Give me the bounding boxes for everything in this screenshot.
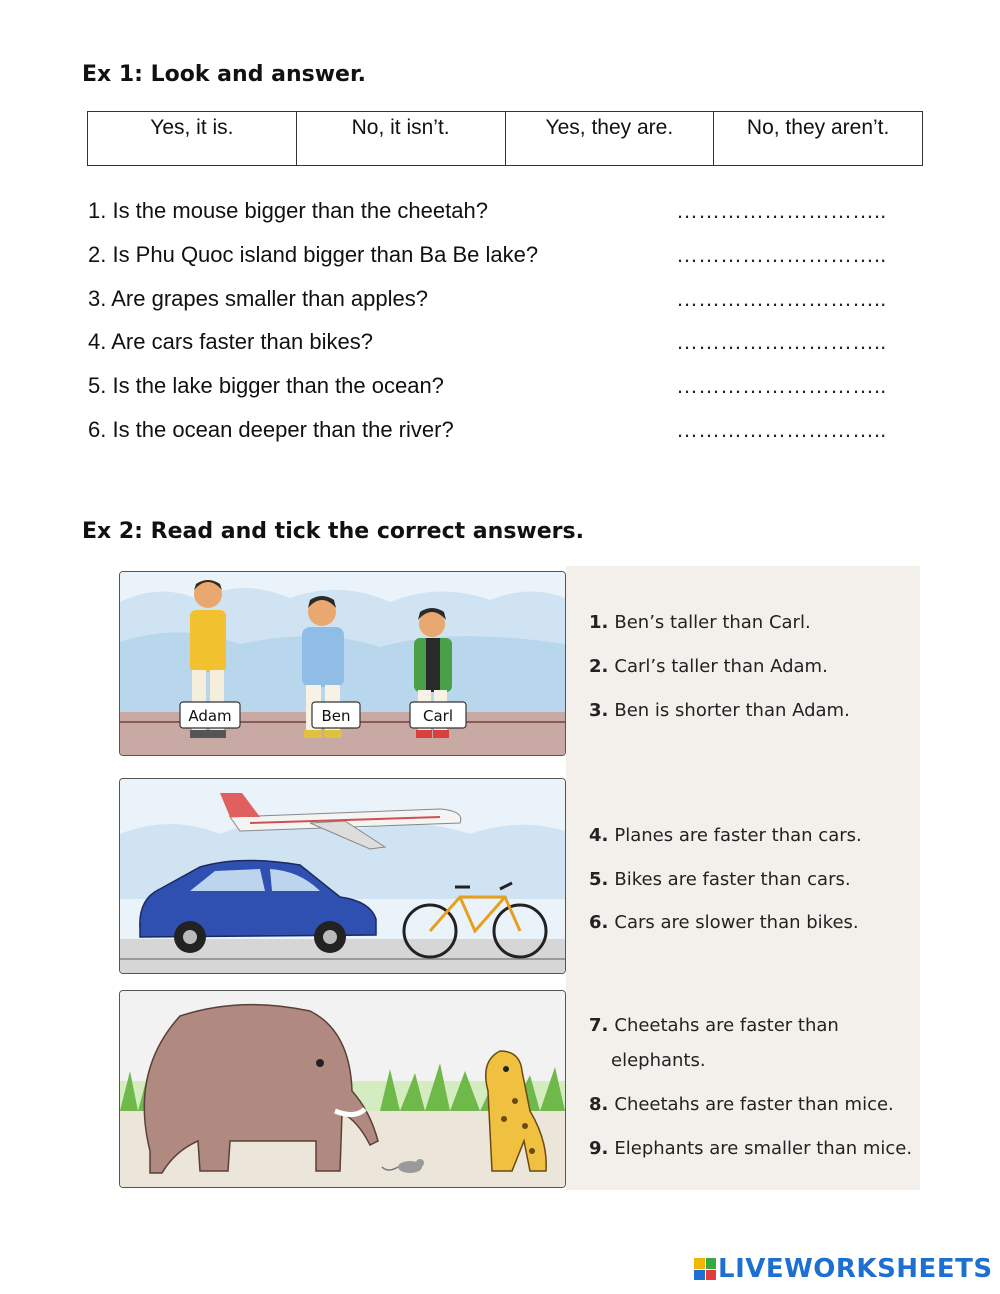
- question-3: 3. Are grapes smaller than apples?: [88, 286, 428, 311]
- answer-blank-5[interactable]: ………………………..: [676, 373, 887, 398]
- statement-7[interactable]: [589, 1015, 839, 1036]
- statement-7-text: Cheetahs are faster than: [614, 1015, 839, 1036]
- statement-9-text: Elephants are smaller than mice.: [614, 1138, 913, 1159]
- name-tag-carl: Carl: [423, 707, 453, 725]
- option-yes-it-is: Yes, it is.: [88, 112, 297, 166]
- statement-1[interactable]: [589, 612, 811, 633]
- statement-2[interactable]: [589, 656, 828, 677]
- statement-5[interactable]: [589, 869, 851, 890]
- statement-2-number: 2.: [589, 656, 609, 677]
- name-tag-adam: Adam: [188, 707, 232, 725]
- question-1: 1. Is the mouse bigger than the cheetah?: [88, 198, 488, 223]
- logo-text: LIVEWORKSHEETS: [718, 1254, 993, 1284]
- statement-4[interactable]: [589, 825, 862, 846]
- answer-blank-1[interactable]: ………………………..: [676, 198, 887, 223]
- statement-4-text: Planes are faster than cars.: [614, 825, 862, 846]
- statement-3-number: 3.: [589, 700, 609, 721]
- statement-2-text: Carl’s taller than Adam.: [614, 656, 828, 677]
- statement-6-number: 6.: [589, 912, 609, 933]
- statement-8-text: Cheetahs are faster than mice.: [614, 1094, 894, 1115]
- answer-blank-3[interactable]: ………………………..: [676, 286, 887, 311]
- option-no-they-arent: No, they aren’t.: [714, 112, 923, 166]
- question-4: 4. Are cars faster than bikes?: [88, 329, 373, 354]
- statement-8[interactable]: [589, 1094, 894, 1115]
- statement-3-text: Ben is shorter than Adam.: [614, 700, 850, 721]
- statement-7-continuation: elephants.: [611, 1050, 706, 1071]
- statement-5-number: 5.: [589, 869, 609, 890]
- picture-plane-car-bike: [119, 778, 566, 974]
- picture-elephant-mouse-cheetah: [119, 990, 566, 1188]
- exercise-1-title: Ex 1: Look and answer.: [82, 62, 367, 87]
- exercise-2-title: Ex 2: Read and tick the correct answers.: [82, 519, 584, 544]
- name-tag-ben: Ben: [321, 707, 351, 725]
- statement-5-text: Bikes are faster than cars.: [614, 869, 851, 890]
- logo-grid-icon: [694, 1258, 716, 1280]
- statement-6-text: Cars are slower than bikes.: [614, 912, 859, 933]
- statement-1-number: 1.: [589, 612, 609, 633]
- statement-3[interactable]: [589, 700, 850, 721]
- answer-options-table: [87, 111, 923, 166]
- statement-6[interactable]: [589, 912, 859, 933]
- question-6: 6. Is the ocean deeper than the river?: [88, 417, 454, 442]
- statement-7-number: 7.: [589, 1015, 609, 1036]
- answer-blank-2[interactable]: ………………………..: [676, 242, 887, 267]
- statement-4-number: 4.: [589, 825, 609, 846]
- question-2: 2. Is Phu Quoc island bigger than Ba Be lake?: [88, 242, 539, 267]
- statement-9-number: 9.: [589, 1138, 609, 1159]
- option-no-it-isnt: No, it isn’t.: [296, 112, 505, 166]
- statement-8-number: 8.: [589, 1094, 609, 1115]
- liveworksheets-logo: [694, 1253, 993, 1285]
- option-yes-they-are: Yes, they are.: [505, 112, 714, 166]
- question-5: 5. Is the lake bigger than the ocean?: [88, 373, 444, 398]
- answer-blank-4[interactable]: ………………………..: [676, 329, 887, 354]
- answer-blank-6[interactable]: ………………………..: [676, 417, 887, 442]
- picture-boys-heights: [119, 571, 566, 756]
- statement-9[interactable]: [589, 1138, 912, 1159]
- statement-1-text: Ben’s taller than Carl.: [614, 612, 811, 633]
